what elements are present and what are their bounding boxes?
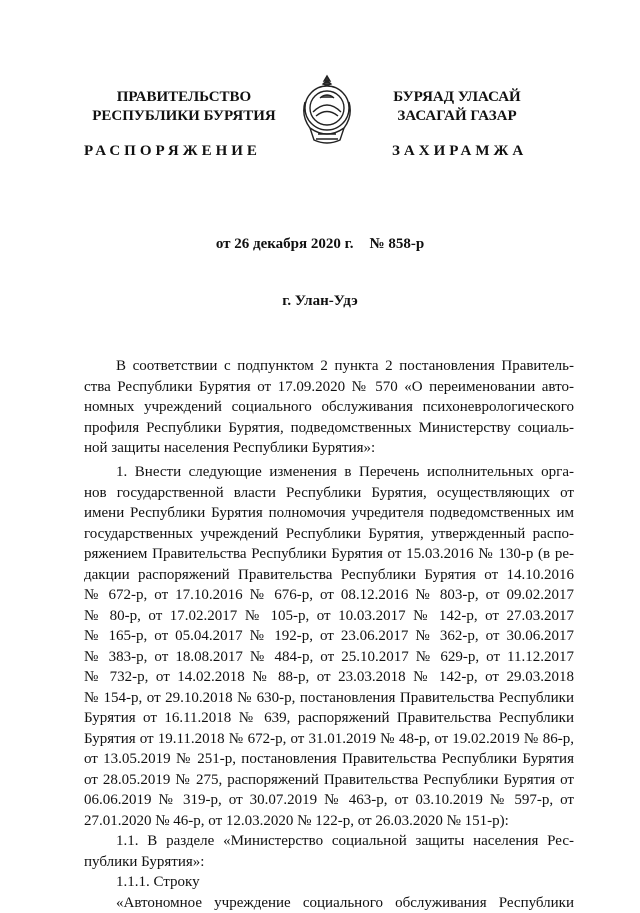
issuer-header-russian: [84, 88, 284, 126]
text-line: от 28.05.2019 № 275, распоряжений Правительства Республики Бурятия от: [84, 770, 574, 791]
text-line: 06.06.2019 № 319-р, от 30.07.2019 № 463-р, от 03.10.2019 № 597-р, от: [84, 790, 574, 811]
text-line: профиля Республики Бурятия, подведомственных Министерству социаль-: [84, 418, 574, 439]
issuer-line: РЕСПУБЛИКИ БУРЯТИЯ: [84, 107, 284, 126]
text-line: дакции распоряжений Правительства Республики Бурятия от 14.10.2016: [84, 565, 574, 586]
paragraph-item-1: [84, 462, 574, 913]
issuer-line: ПРАВИТЕЛЬСТВО: [84, 88, 284, 107]
document-type-russian: РАСПОРЯЖЕНИЕ: [84, 143, 261, 160]
text-line: 1.1.1. Строку: [84, 872, 574, 893]
text-line: «Автономное учреждение социального обслуживания Республики: [84, 893, 574, 913]
issuer-line: ЗАСАГАЙ ГАЗАР: [372, 107, 542, 126]
document-date: от 26 декабря 2020 г.: [216, 236, 354, 252]
text-line: имени Республики Бурятия полномочия учредителя подведомственных им: [84, 503, 574, 524]
text-line: номных учреждений социального обслуживания психоневрологического: [84, 397, 574, 418]
text-line: 1.1. В разделе «Министерство социальной защиты населения Рес-: [84, 831, 574, 852]
text-line: публики Бурятия»:: [84, 852, 574, 873]
text-line: № 80-р, от 17.02.2017 № 105-р, от 10.03.2017 № 142-р, от 27.03.2017: [84, 606, 574, 627]
text-line: № 154-р, от 29.10.2018 № 630-р, постановления Правительства Республики: [84, 688, 574, 709]
document-type-buryat: ЗАХИРАМЖА: [392, 143, 527, 160]
text-line: 1. Внести следующие изменения в Перечень исполнительных орга-: [84, 462, 574, 483]
coat-of-arms-icon: [296, 72, 358, 162]
text-line: ства Республики Бурятия от 17.09.2020 № 570 «О переименовании авто-: [84, 377, 574, 398]
document-number: № 858-р: [370, 236, 425, 252]
document-city: г. Улан-Удэ: [0, 293, 640, 310]
paragraph-preamble: [84, 356, 574, 459]
text-line: государственных учреждений Республики Бурятия, утвержденный распо-: [84, 524, 574, 545]
text-line: № 732-р, от 14.02.2018 № 88-р, от 23.03.2018 № 142-р, от 29.03.2018: [84, 667, 574, 688]
text-line: ной защиты населения Республики Бурятия»:: [84, 438, 574, 459]
text-line: Бурятия от 16.11.2018 № 639, распоряжений Правительства Республики: [84, 708, 574, 729]
text-line: 27.01.2020 № 46-р, от 12.03.2020 № 122-р, от 26.03.2020 № 151-р):: [84, 811, 574, 832]
document-date-line: [0, 236, 640, 253]
text-line: от 13.05.2019 № 251-р, постановления Правительства Республики Бурятия: [84, 749, 574, 770]
issuer-header-buryat: [372, 88, 542, 126]
text-line: № 165-р, от 05.04.2017 № 192-р, от 23.06.2017 № 362-р, от 30.06.2017: [84, 626, 574, 647]
text-line: Бурятия от 19.11.2018 № 672-р, от 31.01.2019 № 48-р, от 19.02.2019 № 86-р,: [84, 729, 574, 750]
text-line: нов государственной власти Республики Бурятия, осуществляющих от: [84, 483, 574, 504]
text-line: В соответствии с подпунктом 2 пункта 2 постановления Правитель-: [84, 356, 574, 377]
text-line: ряжением Правительства Республики Бурятия от 15.03.2016 № 130-р (в ре-: [84, 544, 574, 565]
text-line: № 672-р, от 17.10.2016 № 676-р, от 08.12.2016 № 803-р, от 09.02.2017: [84, 585, 574, 606]
issuer-line: БУРЯАД УЛАСАЙ: [372, 88, 542, 107]
text-line: № 383-р, от 18.08.2017 № 484-р, от 25.10.2017 № 629-р, от 11.12.2017: [84, 647, 574, 668]
